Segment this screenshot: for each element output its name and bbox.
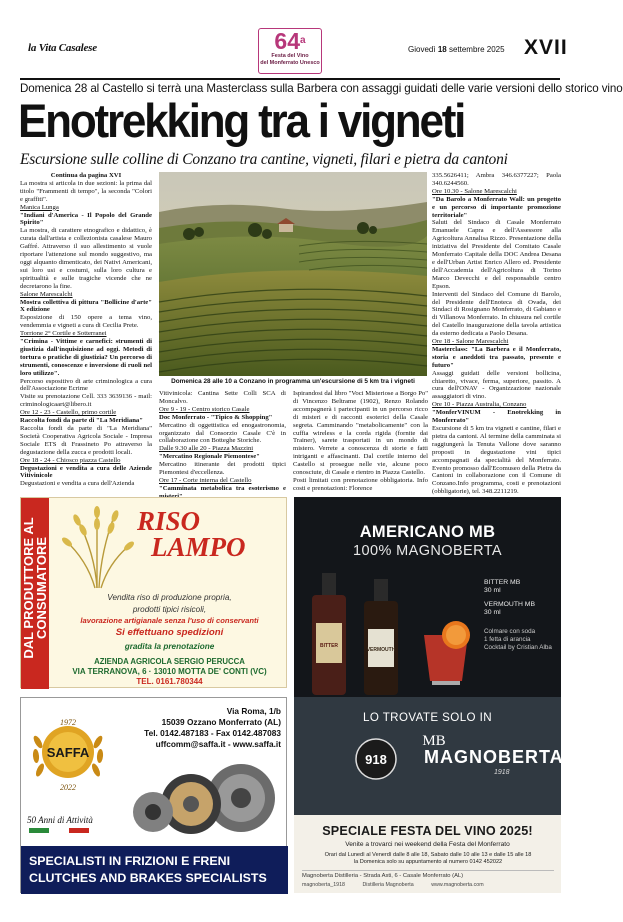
article-column-3 [293,390,428,492]
venue-label: Torrione 2° Cortile e Sotterranei [20,330,107,338]
venue-label: Ore 9 - 19 - Centro storico Casale [159,405,250,413]
ad-text-line: Vendita riso di produzione propria, [107,593,232,602]
article-column-1 [20,172,152,488]
website-link[interactable]: www.magnoberta.com [431,882,484,888]
event-title: Raccolta fondi da parte di "La Meridiana" [20,417,143,425]
saffa-slogan-band [21,846,288,894]
rice-stalks-icon [57,504,137,588]
bottle-1-label: BITTER [319,643,339,649]
venue-label: Ore 12 - 23 - Castello, primo cortile [20,409,117,417]
saffa-anniversary: 50 Anni di Attività [27,815,93,825]
article-headline: Enotrekking tra i vigneti [18,95,465,148]
ad-mb-special-subtitle: Venite a trovarci nei weekend della Festa del Monferrato [345,841,510,848]
article-column-4 [432,172,561,496]
ad-riso-lampo[interactable] [20,497,287,688]
ad-brand-word-1: RISO [137,506,201,536]
newspaper-name[interactable]: la Vita Casalese [28,42,97,54]
logo-line-2: del Monferrato Unesco [260,60,320,66]
recipe-ingredient: VERMOUTH MB [484,601,535,608]
issue-date [408,45,505,54]
magnoberta-mark-icon [420,729,448,749]
date-day: Giovedì [408,45,436,54]
recipe-quantity: 30 ml [484,587,501,595]
brand-mark: MB [422,733,446,749]
saffa-contact-block [121,706,281,750]
paragraph: La mostra, di carattere etnografico e didattico, è curata dall'artista e collezionista casalese Mauro Gaffré. Attraverso il suo allestimento si vuole riportare l'attenzione sul mondo suggestivo, ma oggi alquanto dimenticato, dei Nativi Americani, sui loro usi e costumi, sulla loro cultura e spiritualità e sulle tragiche vicende che ne decretarono la fine. [20,227,152,290]
paragraph: Mercatino itinerante dei prodotti tipici Piemontesi d'eccellenza. [159,461,286,477]
paragraph: Percorso espositivo di arte criminologica a cura dell'Associazione Ecrime [20,377,152,393]
ad-company-name: AZIENDA AGRICOLA SERGIO PERUCCA [94,657,245,666]
ad-side-banner [21,498,49,689]
contact-line: Posti limitati con prenotazione obbligatoria. Info costi e prenotazioni: Florence [293,476,428,492]
bottles-illustration [308,571,478,695]
paragraph: Vitivinicola: Cantina Sette Colli SCA di Moncalvo. [159,390,286,405]
hours-line: la Domenica solo su appuntamento al numero 0142 452022 [353,859,503,865]
saffa-street: Via Roma, 1/b [226,706,281,716]
ad-mb-year: 1918 [494,769,510,776]
hours-line: Orari dal Lunedì al Venerdì dalle 8 alle 18, Sabato dalle 10 alle 13 e dalle 15 alle 18 [324,852,532,858]
vineyard-illustration [159,172,427,376]
masthead-rule [20,78,560,80]
venue-label: Dalle 9.30 alle 20 - Piazza Mazzini [159,445,254,453]
event-title: "Camminata metabolica tra esoterismo e [159,484,286,492]
event-title: Mostra collettiva di pittura "Bollicine d'arte" X edizione [20,298,152,314]
paragraph: Saluti del Sindaco di Casale Monferrato Emanuele Capra e dell'Assessore alla Agricoltura Annalisa Rizzo. Presentazione della iniziativa del Presidente del Comitato Casale Monferrato Capitale della DOC Andrea Desana e dell'Urban Artist Enrico Allero ed. Presidente dell'Accademia dell'Agricoltura di Torino Marco Devecchi e del responsabile centro Epson. [432,219,561,290]
ad-mb-brand: MAGNOBERTA [424,747,564,767]
saffa-laurel-logo [29,712,107,796]
recipe-step: Colmare con soda [484,628,536,635]
stand-918-badge [354,737,398,781]
recipe-ingredient: BITTER MB [484,579,521,586]
event-title: Degustazioni e vendita a cura delle Aziende Vitivinicole [20,464,152,480]
venue-label: Ore 18 - 24 - Chiosco piazza Castello [20,456,121,464]
stand-number: 918 [365,752,387,767]
event-title: "Da Barolo a Monferrato Wall: un progetto e un percorso di importante promozione territoriale" [432,195,561,219]
ad-mb-info-panel [294,697,564,893]
ad-text-line: lavorazione artigianale senza l'uso di conservanti [80,616,259,625]
vineyard-photo [159,172,427,376]
masthead [20,28,568,76]
photo-caption: Domenica 28 alle 10 a Conzano in programma un'escursione di 5 km tra i vigneti [171,378,415,385]
bottle-2-label: VERMOUTH [366,647,396,653]
venue-label: Ore 10.30 - Salone Marescalchi [432,187,517,195]
ad-mb-subtitle: 100% MAGNOBERTA [353,543,502,559]
event-title: "Indiani d'America - Il Popolo del Grande Spirito" [20,211,152,227]
ad-mb-address: Magnoberta Distilleria - Strada Asti, 6 - Casale Monferrato (AL) [302,870,554,879]
ad-mb-hours [302,852,554,866]
saffa-email-web[interactable]: uffcomm@saffa.it - www.saffa.it [155,739,281,749]
paragraph: Ispirandosi dal libro "Voci Misteriose a Borgo Po" di Vincenzo Beltrame (1902), Renzo Rolando accompagnerà i partecipanti in un percorso ricco di misteri e di racconti esoterici della Casale segreta. Camminando "metabolicamente" con la cuffia wireless e la corda rigida (fornite dai Trainer), sarete trasportati in un mondo di mistero. Verrete a conoscenza di storie e fatti intriganti e affascinanti. Dal cortile interno del Castello si prosegue nelle vie, alcune poco conosciute, di Casale e rientro in Piazza Castello. [293,390,428,477]
contact-line: Visite su prenotazione Cell. 333 3639136 - mail: criminologicaart@libero.it [20,393,152,409]
date-month-year: settembre 2025 [448,45,505,54]
saffa-logo-text: SAFFA [46,745,90,760]
logo-year-start: 1972 [60,718,76,727]
slogan-italian: SPECIALISTI IN FRIZIONI E FRENI [29,854,231,868]
recipe-bitter [484,579,520,595]
article-column-2 [159,390,286,492]
ad-brand-title [137,508,246,560]
venue-label: Ore 18 - Salone Marescalchi [432,338,509,346]
ad-mb-available-only: LO TROVATE SOLO IN [363,711,492,724]
ad-text-line: prodotti tipici risicoli, [132,605,207,614]
venue-label: Ore 10 - Piazza Australia, Conzano [432,401,527,409]
ad-mb-special-title: SPECIALE FESTA DEL VINO 2025! [322,824,533,838]
logo-number: 64 [274,28,301,54]
recipe-step: 1 fetta di arancia [484,636,531,644]
ad-mb-social-links [302,882,554,888]
festa-del-vino-logo [258,28,322,74]
ad-company-address: VIA TERRANOVA, 6 · 13010 MOTTA DE' CONTI (VC) [72,667,267,676]
italian-flag-stripe [29,828,89,833]
page-number: XVII [524,36,568,59]
logo-line-1: Festa del Vino [271,53,309,59]
saffa-city: 15039 Ozzano Monferrato (AL) [161,717,281,727]
event-title: Masterclass: "La Barbera e il Monferrato, storia e aneddoti tra passato, presente e futuro" [432,345,561,369]
venue-label: Manica Lunga [20,203,59,211]
paragraph: La mostra si articola in due sezioni: la prima dal titolo "Frammenti di tempo", la seconda "Colori e graffiti". [20,179,152,203]
paragraph: Assaggi guidati delle versioni bollicina, chiaretto, vivace, ferma, superiore, passito. A cura dell'ONAV - Organizzazione nazionale assaggiatori di vino. [432,369,561,401]
ad-saffa[interactable] [20,697,287,893]
instagram-handle[interactable]: magnoberta_1918 [302,882,345,888]
ad-text-line: gradita la prenotazione [124,642,215,651]
ad-text-line: Si effettuano spedizioni [115,627,224,638]
logo-sup: a [300,35,306,46]
ad-brand-word-2: LAMPO [151,532,246,562]
event-title: Doc Monferrato - "Tipico & Shopping" [159,413,273,421]
article-kicker: Domenica 28 al Castello si terrà una Masterclass sulla Barbera con assaggi guidati delle varie versioni dello storico vino [20,82,623,95]
venue-label: Ore 17 - Corte interna del Castello [159,476,252,484]
logo-year-end: 2022 [60,783,76,792]
ad-mb-title: AMERICANO MB [359,523,496,541]
paragraph: Interventi del Sindaco del Comune di Barolo, del Presidente dell'Enoteca di Ovada, dei Sindaci di Rosignano Monferrato, di Gabiano e di Villanova Monferrato. In chiusura nel cortile del Castello inaugurazione della tavola artistica da esterno dedicata a Paolo Desana. [432,290,561,338]
ad-magnoberta[interactable] [294,497,564,893]
event-title: "Mercatino Regionale Piemontese" [159,453,260,461]
ad-side-text: DAL PRODUTTORE AL CONSUMATORE [21,517,49,659]
recipe-quantity: 30 ml [484,609,501,617]
ad-company-phone[interactable]: TEL. 0161.780344 [136,677,203,686]
contact-line: 335.5626411; Ambra 346.6377227; Paola 340.6244560. [432,172,561,187]
paragraph: Mercatino di oggettistica ed enogastronomia, organizzato dal Consorzio Casale C'è in collaborazione con Botteghe Storiche. [159,421,286,445]
paragraph: Escursione di 5 km tra vigneti e cantine, filari e pietra da cantoni. Al termine della camminata si raggiungerà la Tenuta Vallone dove saranno proposti in degustazione vini tipici accompagnati da specialità del Monferrato. Evento promosso dall'Ecomuseo della Pietra da Cantoni in collaborazione con il Comune di Conzano.Info programma, costi e prenotazioni (obbligatorie), tel. 348.2211219. [432,425,561,496]
recipe-finish [484,628,552,653]
recipe-credit: Cocktail by Cristian Alba [484,644,552,652]
venue-label: Salone Marescalchi [20,290,73,298]
paragraph: Esposizione di 150 opere a tema vino, vendemmia e vigneti a cura di Cecilia Prete. [20,314,152,330]
article-subhead: Escursione sulle colline di Conzano tra cantine, vigneti, filari e pietra da cantoni [20,151,508,168]
slogan-english: CLUTCHES AND BRAKES SPECIALISTS [29,871,267,885]
paragraph: Raccolta fondi da parte di "La Meridiana" Società Cooperativa Agricola Sociale - Impresa Sociale ETS di Frassineto Po attraverso la degustazione della zucca e prodotti locali. [20,425,152,456]
facebook-page[interactable]: Distilleria Magnoberta [362,882,414,888]
clutch-discs-icon [129,756,279,844]
recipe-vermouth [484,601,535,617]
continuation-note: Continua da pagina XVI [50,172,122,179]
event-title: "MonferVINUM - Enotrekking in Monferrato" [432,409,561,425]
event-title: "Crimina - Vittime e carnefici: strumenti di giustizia dall'inquisizione ad oggi. Metodi di tortura o pratiche di giustizia? Un percorso di strumenti, conoscenze e inversione di ruoli nel loro utilizzo". [20,338,152,377]
paragraph: Degustazioni e vendita a cura dell'Azienda [20,480,135,488]
date-number: 18 [437,45,447,54]
saffa-phone[interactable]: Tel. 0142.487183 - Fax 0142.487083 [144,728,281,738]
